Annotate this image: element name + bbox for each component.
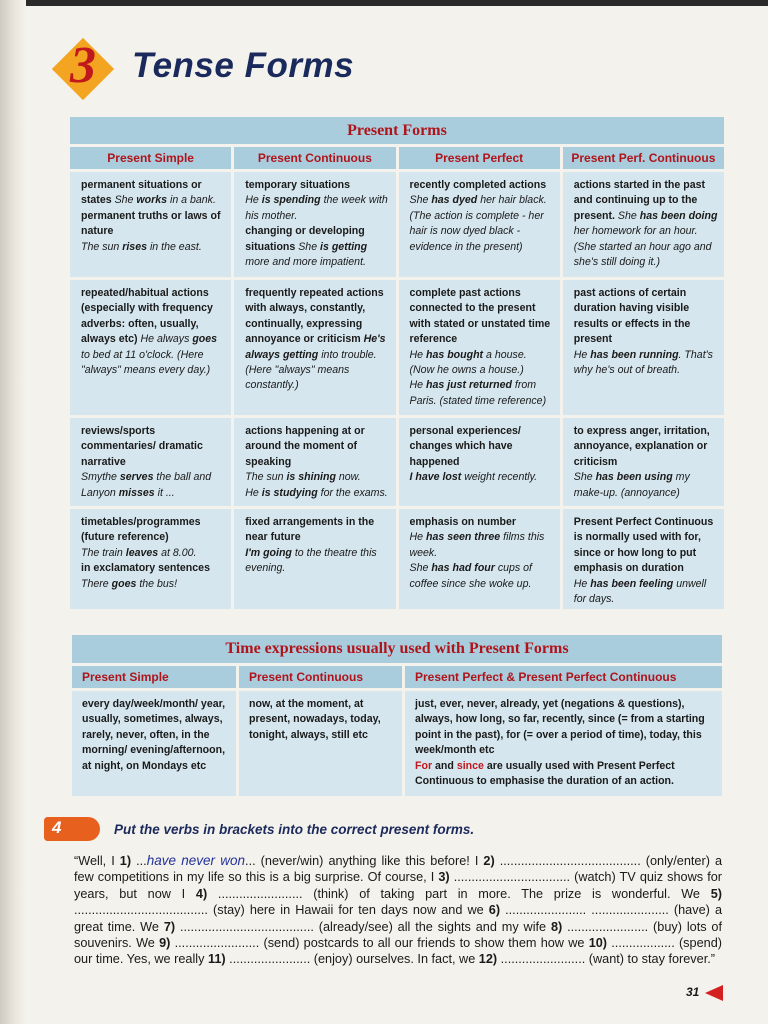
unit-number: 3: [70, 37, 96, 94]
unit-badge: [52, 38, 114, 100]
table-row: [70, 172, 724, 277]
te-note-since: since: [456, 759, 484, 772]
te-col-present-continuous: Present Continuous: [239, 666, 402, 688]
time-expressions-table: [72, 635, 722, 796]
time-expressions-columns: [72, 666, 722, 796]
handwritten-answer: have never won: [146, 853, 246, 868]
time-expressions-header: Time expressions usually used with Present Forms: [72, 635, 722, 666]
te-col-present-perfect: Present Perfect & Present Perfect Continuous: [405, 666, 722, 688]
te-column: [239, 666, 402, 796]
table-cell: past actions of certain duration having visible results or effects in the present He has been running. That's why he's out of breath.: [563, 280, 724, 415]
table-cell: recently completed actions She has dyed her hair black. (The action is complete - her hair is now dyed black - evidence in the present): [399, 172, 560, 277]
te-note-rest: are usually used with Present Perfect Continuous to emphasise the duration of an action.: [415, 759, 675, 788]
table-row: [70, 280, 724, 415]
exercise-number: 4: [52, 818, 62, 837]
te-cell-continuous: now, at the moment, at present, nowadays, today, tonight, always, still etc: [239, 691, 402, 796]
table-cell: complete past actions connected to the present with stated or unstated time reference He has bought a house. (Now he owns a house.) He has just returned from Paris. (stated time reference): [399, 280, 560, 415]
present-forms-table: [70, 117, 724, 609]
table-row: [70, 418, 724, 506]
table-cell: emphasis on number He has seen three films this week. She has had four cups of coffee since she woke up.: [399, 509, 560, 609]
page-top-edge: [0, 0, 768, 6]
col-present-perfect: Present Perfect: [399, 147, 560, 169]
table-cell: personal experiences/ changes which have happened I have lost weight recently.: [399, 418, 560, 506]
table-cell: temporary situations He is spending the week with his mother. changing or developing situations She is getting more and more impatient.: [234, 172, 395, 277]
col-present-simple: Present Simple: [70, 147, 231, 169]
te-note-for: For: [415, 759, 433, 772]
table-cell: repeated/habitual actions (especially with frequency adverbs: often, usually, always etc) He always goes to bed at 11 o'clock. (Here "always" means every day.): [70, 280, 231, 415]
arrow-left-icon: [705, 985, 723, 1001]
table-cell: fixed arrangements in the near future I'm going to the theatre this evening.: [234, 509, 395, 609]
table-cell: Present Perfect Continuous is normally used with for, since or how long to put emphasis on duration He has been feeling unwell for days.: [563, 509, 724, 609]
present-forms-header: Present Forms: [70, 117, 724, 147]
table-cell: permanent situations or states She works in a bank. permanent truths or laws of nature The sun rises in the east.: [70, 172, 231, 277]
col-present-continuous: Present Continuous: [234, 147, 395, 169]
table-row: [70, 509, 724, 609]
exercise-text: “Well, I 1) ...have never won... (never/win) anything like this before! I 2) ........................................ (only/enter) a few competitions in my life so this is a big surprise. Of course, I 3) ................................. (watch) TV quiz shows for years, but now I 4) ........................ (think) of taking part in more. The prize is wonderful. We 5) ...................................... (stay) here in Hawaii for ten days now and we 6) ....................... ...................... (have) a great time. We 7) ...................................... (already/see) all the sights and my wife 8) ....................... (buy) lots of souvenirs. We 9) ........................ (send) postcards to all our friends to show them how we 10) .................. (spend) our time. Yes, we really 11) ....................... (enjoy) ourselves. In fact, we 12) ........................ (want) to stay forever.”: [74, 853, 723, 967]
col-present-perfect-continuous: Present Perf. Continuous: [563, 147, 724, 169]
te-column: [72, 666, 236, 796]
te-column: [405, 666, 722, 796]
te-cell-perfect: [405, 691, 722, 796]
te-cell-simple: every day/week/month/ year, usually, sometimes, always, rarely, never, often, in the morning/ evening/afternoon, at night, on Mondays etc: [72, 691, 236, 796]
present-forms-column-headers: [70, 147, 724, 169]
te-perfect-text: just, ever, never, already, yet (negations & questions), always, how long, so far, recently, since (= from a starting point in the past), for (= over a period of time), today, this week/month etc: [415, 698, 705, 757]
exercise-instruction: Put the verbs in brackets into the correct present forms.: [114, 822, 475, 837]
table-cell: actions started in the past and continuing up to the present. She has been doing her homework for an hour. (She started an hour ago and she's still doing it.): [563, 172, 724, 277]
te-note-and: and: [432, 759, 457, 772]
page-number: 31: [686, 985, 700, 999]
table-cell: reviews/sports commentaries/ dramatic narrative Smythe serves the ball and Lanyon misses it ...: [70, 418, 231, 506]
table-cell: to express anger, irritation, annoyance, explanation or criticism She has been using my make-up. (annoyance): [563, 418, 724, 506]
table-cell: frequently repeated actions with always, constantly, continually, expressing annoyance or criticism He's always getting into trouble. (Here "always" means constantly.): [234, 280, 395, 415]
book-spine-shadow: [0, 0, 26, 1024]
table-cell: timetables/programmes (future reference) The train leaves at 8.00. in exclamatory sentences There goes the bus!: [70, 509, 231, 609]
table-cell: actions happening at or around the moment of speaking The sun is shining now. He is studying for the exams.: [234, 418, 395, 506]
exercise-number-badge: [44, 817, 100, 841]
te-col-present-simple: Present Simple: [72, 666, 236, 688]
page-title: Tense Forms: [132, 46, 355, 85]
